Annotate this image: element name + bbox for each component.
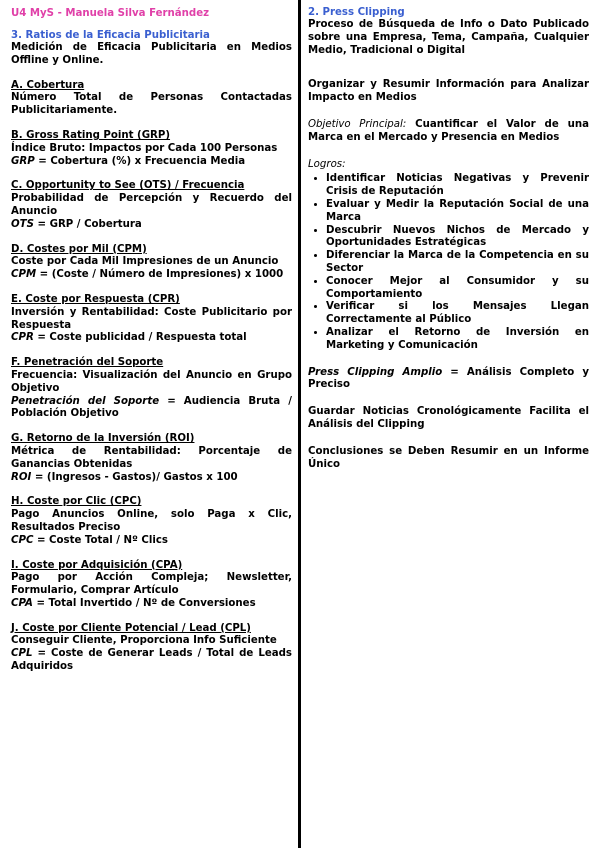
ratio-section (11, 433, 292, 484)
ratio-formula (11, 598, 292, 611)
ratio-formula (11, 156, 292, 169)
ratio-formula (11, 472, 292, 485)
formula-text: = Coste de Generar Leads / Total de Leads Adquiridos (11, 648, 292, 673)
ratio-formula (11, 396, 292, 422)
ratio-description: Frecuencia: Visualización del Anuncio en Grupo Objetivo (11, 369, 292, 394)
ratio-description: Métrica de Rentabilidad: Porcentaje de Ganancias Obtenidas (11, 445, 292, 470)
logros-list (308, 173, 589, 352)
formula-text: = Audiencia Bruta / Población Objetivo (11, 395, 292, 420)
ratio-section (11, 623, 292, 674)
document-header: U4 MyS - Manuela Silva Fernández (11, 8, 210, 19)
formula-label: CPC (11, 534, 34, 546)
left-column (0, 0, 299, 848)
logro-item: • Verificar si los Mensajes Llegan Correctamente al Público (326, 301, 589, 327)
ratio-heading: D. Costes por Mil (CPM) (11, 243, 147, 255)
formula-label: GRP (11, 155, 35, 167)
ratio-formula (11, 219, 292, 232)
ratios-intro: Medición de Eficacia Publicitaria en Medios Offline y Online. (11, 42, 292, 66)
ratio-formula (11, 648, 292, 674)
ratio-description: Inversión y Rentabilidad: Coste Publicitario por Respuesta (11, 306, 292, 331)
formula-text: = Coste publicidad / Respuesta total (33, 332, 247, 344)
logros-label: Logros: (308, 158, 346, 170)
ratio-formula (11, 535, 292, 548)
formula-text: = (Coste / Número de Impresiones) x 1000 (36, 269, 284, 281)
formula-label: CPM (11, 269, 37, 281)
organize-text: Organizar y Resumir Información para Analizar Impacto en Medios (308, 79, 589, 104)
section-title-ratios: 3. Ratios de la Eficacia Publicitaria (11, 30, 210, 41)
ratio-section (11, 180, 292, 231)
formula-label: CPL (11, 648, 33, 660)
guardar-text: Guardar Noticias Cronológicamente Facilita el Análisis del Clipping (308, 406, 589, 430)
ratio-heading: C. Opportunity to See (OTS) / Frecuencia (11, 180, 245, 192)
ratio-section (11, 80, 292, 118)
ratio-heading: G. Retorno de la Inversión (ROI) (11, 433, 195, 445)
ratio-heading: H. Coste por Clic (CPC) (11, 496, 142, 508)
objective-text: Cuantificar el Valor de una Marca en el Mercado y Presencia en Medios (308, 118, 590, 143)
ratio-description: Coste por Cada Mil Impresiones de un Anuncio (11, 256, 279, 268)
ratio-section (11, 560, 292, 611)
right-column (302, 0, 600, 848)
ratio-heading: I. Coste por Adquisición (CPA) (11, 559, 183, 571)
conclusiones-text: Conclusiones se Deben Resumir en un Informe Único (308, 445, 589, 470)
logro-item: • Descubrir Nuevos Nichos de Mercado y Oportunidades Estratégicas (326, 225, 589, 251)
formula-label: ROI (11, 471, 32, 483)
section-title-press-clipping: 2. Press Clipping (308, 7, 405, 18)
ratio-section (11, 244, 292, 282)
formula-label: Penetración del Soporte (11, 395, 160, 407)
ratio-heading: J. Coste por Cliente Potencial / Lead (CPL) (11, 622, 251, 634)
ratio-sections (11, 80, 292, 674)
press-clipping-intro: Proceso de Búsqueda de Info o Dato Publicado sobre una Empresa, Tema, Campaña, Cualquier Medio, Tradicional o Digital (308, 19, 589, 56)
ratio-description: Número Total de Personas Contactadas Publicitariamente. (11, 92, 292, 117)
formula-text: = Coste Total / Nº Clics (33, 534, 168, 546)
ratio-formula (11, 332, 292, 345)
ratio-heading: A. Cobertura (11, 79, 85, 91)
formula-text: = GRP / Cobertura (33, 218, 142, 230)
ratio-heading: F. Penetración del Soporte (11, 357, 164, 369)
ratio-formula (11, 269, 292, 282)
formula-label: CPA (11, 597, 33, 609)
logro-item: • Evaluar y Medir la Reputación Social de una Marca (326, 199, 589, 225)
ratio-heading: B. Gross Rating Point (GRP) (11, 129, 171, 141)
ratio-section (11, 496, 292, 547)
ratio-description: Probabilidad de Percepción y Recuerdo del Anuncio (11, 193, 292, 217)
formula-label: CPR (11, 332, 34, 344)
ratio-description: Índice Bruto: Impactos por Cada 100 Personas (11, 142, 278, 154)
logro-item: • Diferenciar la Marca de la Competencia en su Sector (326, 250, 589, 276)
ratio-heading: E. Coste por Respuesta (CPR) (11, 293, 180, 305)
logro-item: • Analizar el Retorno de Inversión en Marketing y Comunicación (326, 327, 589, 353)
formula-text: = Total Invertido / Nº de Conversiones (32, 597, 256, 609)
formula-text: = Cobertura (%) x Frecuencia Media (34, 155, 246, 167)
amplio-text: = Análisis Completo y Preciso (308, 366, 589, 391)
formula-text: = (Ingresos - Gastos)/ Gastos x 100 (31, 471, 238, 483)
formula-label: OTS (11, 218, 34, 230)
logro-item: • Identificar Noticias Negativas y Prevenir Crisis de Reputación (326, 173, 589, 199)
amplio-label: Press Clipping Amplio (308, 366, 443, 378)
ratio-description: Pago por Acción Compleja; Newsletter, Formulario, Comprar Artículo (11, 572, 292, 597)
ratio-description: Conseguir Cliente, Proporciona Info Suficiente (11, 635, 277, 647)
objective-label: Objetivo Principal: (308, 118, 407, 130)
objective-line (308, 119, 589, 145)
ratio-description: Pago Anuncios Online, solo Paga x Clic, Resultados Preciso (11, 509, 292, 533)
ratio-section (11, 130, 292, 168)
ratio-section (11, 294, 292, 345)
amplio-line (308, 367, 589, 393)
logro-item: • Conocer Mejor al Consumidor y su Comportamiento (326, 276, 589, 302)
ratio-section (11, 357, 292, 421)
